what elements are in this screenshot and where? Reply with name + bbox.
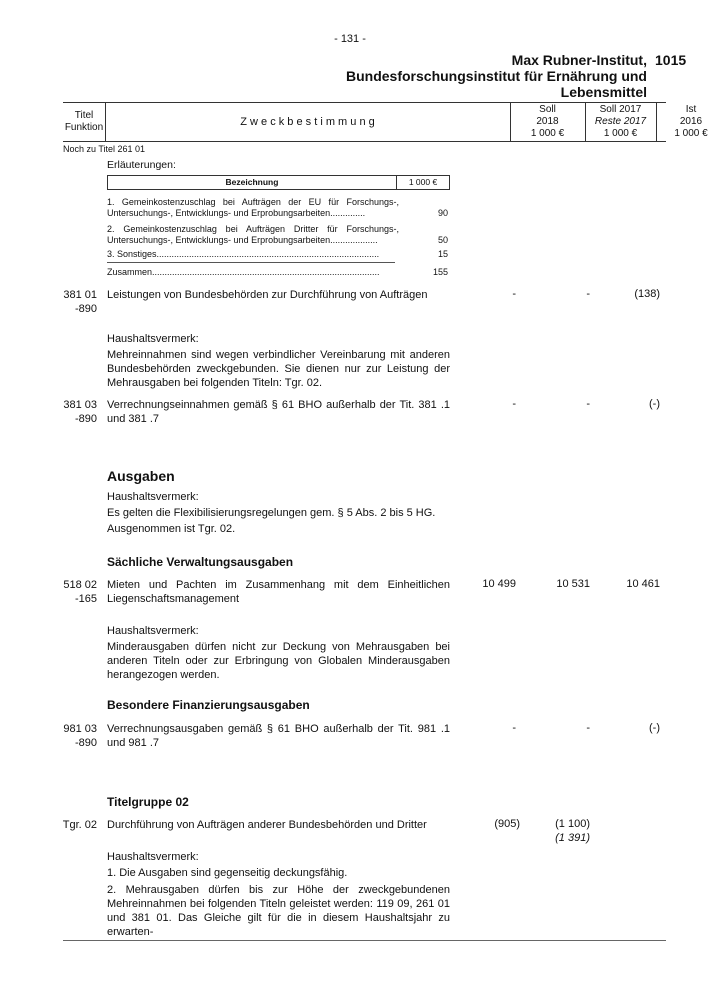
header-soll-2017: Soll 2017 Reste 2017 1 000 € [594, 104, 647, 139]
value-ist2016: 10 461 [626, 578, 660, 590]
haushaltsvermerk-text: Mehreinnahmen sind wegen verbindlicher Vereinbarung mit anderen Bundesbehörden zweckgebunden. Sie dienen nur zur Leistung der Mehrausgaben bei folgenden Titeln: Tgr. 02. [107, 349, 450, 389]
section-saechliche: Sächliche Verwaltungsausgaben [107, 555, 294, 569]
header-zweckbestimmung: Z w e c k b e s t i m m u n g [240, 116, 375, 128]
haushaltsvermerk-label: Haushaltsvermerk: [107, 625, 199, 637]
haushaltsvermerk-item-1: 1. Die Ausgaben sind gegenseitig deckungsfähig. [107, 867, 348, 879]
value-soll2018: - [512, 288, 516, 300]
section-besondere: Besondere Finanzierungsausgaben [107, 698, 310, 712]
title-number-tgr02: Tgr. 02 [62, 819, 97, 831]
erlaeuterungen-table [107, 175, 450, 278]
value-soll2017: - [586, 398, 590, 410]
institute-heading [346, 52, 687, 100]
erlaeuterungen-label: Erläuterungen: [107, 159, 176, 171]
haushaltsvermerk-label: Haushaltsvermerk: [107, 333, 199, 345]
value-ist2016: (138) [634, 288, 660, 300]
value-soll2018: - [512, 398, 516, 410]
value-reste2017: (1 391) [555, 832, 590, 844]
value-ist2016: (-) [649, 722, 660, 734]
institute-name: Max Rubner-Institut, [511, 52, 647, 68]
institute-subtitle-2: Lebensmittel [560, 84, 647, 100]
erl-table-header: Bezeichnung 1 000 € [107, 175, 450, 190]
haushaltsvermerk-label: Haushaltsvermerk: [107, 491, 199, 503]
institute-subtitle: Bundesforschungsinstitut für Ernährung und [346, 68, 647, 84]
value-soll2018: - [512, 722, 516, 734]
haushaltsvermerk-label: Haushaltsvermerk: [107, 851, 199, 863]
erl-row: 2. Gemeinkostenzuschlag bei Aufträgen Dritter für Forschungs-, Untersuchungs-, Entwicklungs- und Erprobungsarbeiten................... 50 [107, 224, 448, 245]
erl-row-total: Zusammen........................................................................................... 155 [107, 267, 448, 277]
ausgaben-vermerk-line2: Ausgenommen ist Tgr. 02. [107, 523, 236, 535]
header-titel-funktion: Titel Funktion [64, 110, 104, 133]
value-soll2017: - [586, 722, 590, 734]
erl-row: 1. Gemeinkostenzuschlag bei Aufträgen der EU für Forschungs-, Untersuchungs-, Entwicklungs- und Erprobungsarbeiten.............. 90 [107, 197, 448, 218]
header-soll-2018: Soll 2018 1 000 € [530, 104, 565, 139]
title-text-38101: Leistungen von Bundesbehörden zur Durchführung von Aufträgen [107, 289, 428, 301]
title-number-38103: 381 03 -890 [63, 399, 97, 425]
continuation-note: Noch zu Titel 261 01 [63, 144, 146, 154]
bottom-rule [63, 940, 666, 941]
erl-row: 3. Sonstiges......................................................................................... 15 [107, 249, 448, 259]
title-number-98103: 981 03 -890 [63, 723, 97, 749]
title-text-38103: Verrechnungseinnahmen gemäß § 61 BHO außerhalb der Tit. 381 .1 und 381 .7 [107, 399, 450, 425]
ausgaben-vermerk-line1: Es gelten die Flexibilisierungsregelungen gem. § 5 Abs. 2 bis 5 HG. [107, 507, 436, 519]
value-soll2017: (1 100) [555, 818, 590, 830]
value-soll2018: 10 499 [482, 578, 516, 590]
haushaltsvermerk-text: Minderausgaben dürfen nicht zur Deckung von Mehrausgaben bei anderen Titeln oder zur Erbringung von Globalen Minderausgaben herangezogen werden. [107, 641, 450, 681]
section-titelgruppe: Titelgruppe 02 [107, 795, 189, 809]
value-soll2017: - [586, 288, 590, 300]
title-text-51802: Mieten und Pachten im Zusammenhang mit dem Einheitlichen Liegenschaftsmanagement [107, 579, 450, 605]
chapter-number: 1015 [655, 52, 687, 68]
value-soll2018: (905) [494, 818, 520, 830]
page-number: - 131 - [334, 33, 366, 45]
title-number-38101: 381 01 -890 [63, 289, 97, 315]
header-ist-2016: Ist 2016 1 000 € [674, 104, 708, 139]
column-header [63, 102, 708, 142]
title-text-98103: Verrechnungsausgaben gemäß § 61 BHO außerhalb der Tit. 981 .1 und 981 .7 [107, 723, 450, 749]
value-soll2017: 10 531 [556, 578, 590, 590]
haushaltsvermerk-item-2: 2. Mehrausgaben dürfen bis zur Höhe der zweckgebundenen Mehreinnahmen bei folgenden Titeln geleistet werden: 119 09, 261 01 und 381 01. Das Gleiche gilt für die in diesem Haushaltsjahr zu erwarten- [107, 884, 450, 938]
section-ausgaben: Ausgaben [107, 468, 175, 484]
title-text-tgr02: Durchführung von Aufträgen anderer Bundesbehörden und Dritter [107, 819, 427, 831]
value-ist2016: (-) [649, 398, 660, 410]
title-number-51802: 518 02 -165 [63, 579, 97, 605]
